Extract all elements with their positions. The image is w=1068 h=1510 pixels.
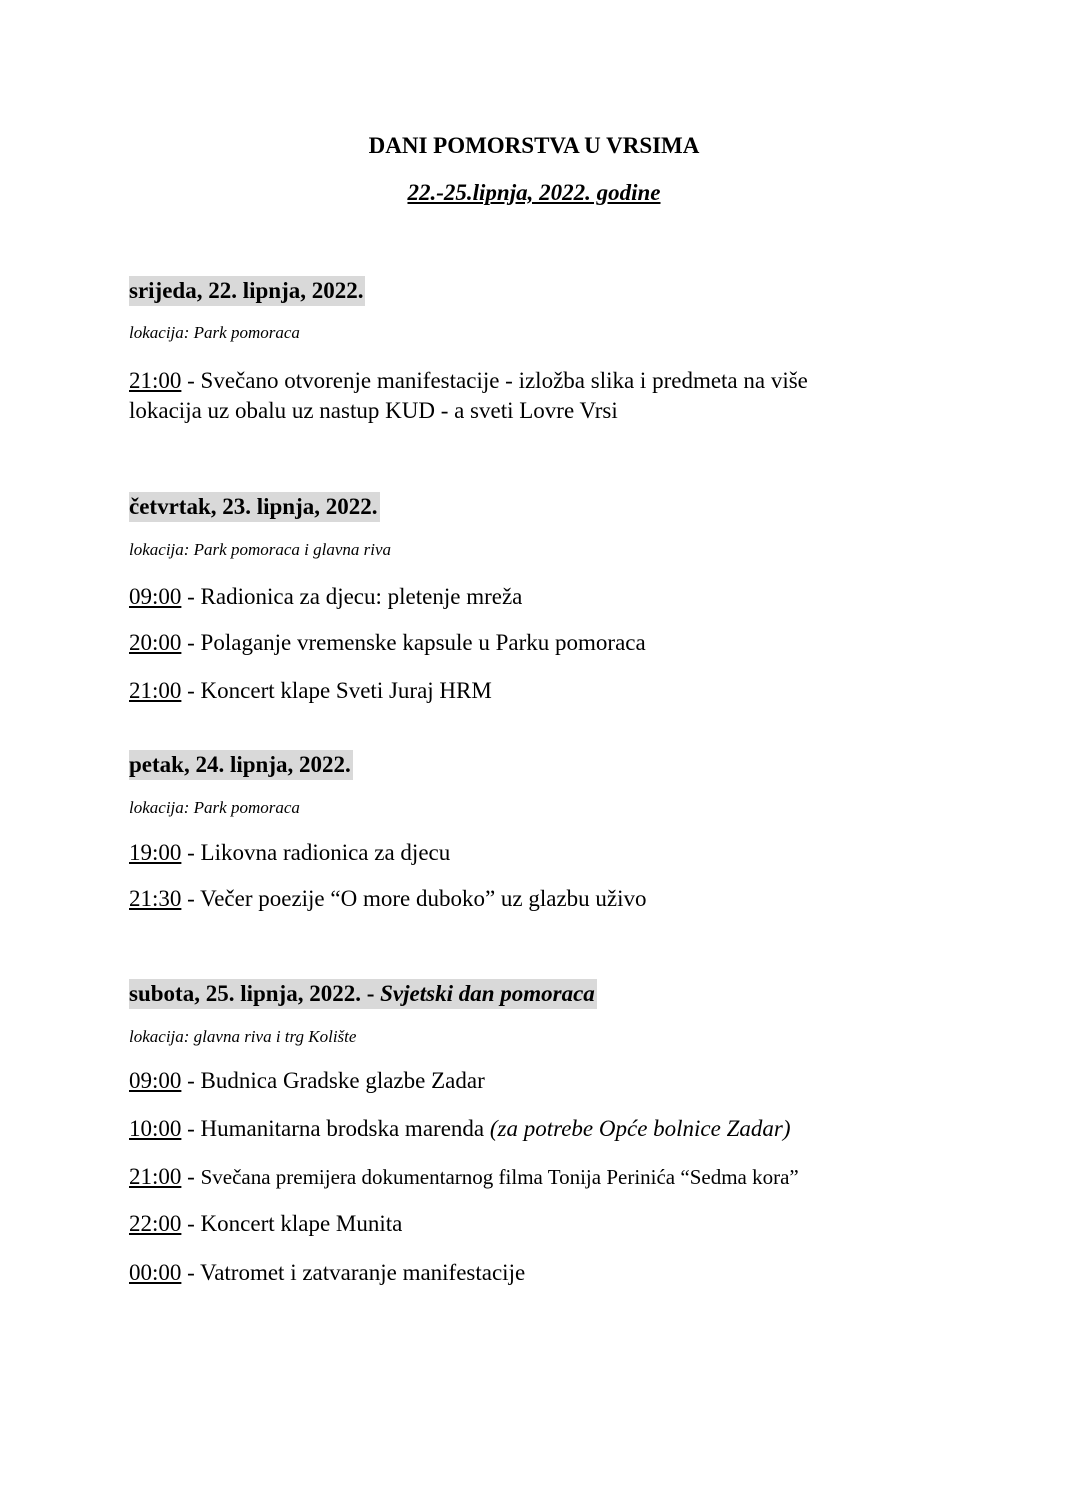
event-separator: -: [181, 1164, 201, 1189]
event-description: - Polaganje vremenske kapsule u Parku pomoraca: [181, 630, 646, 655]
event-description: - Koncert klape Sveti Juraj HRM: [181, 678, 492, 703]
event-item: [129, 838, 959, 868]
event-note: (za potrebe Opće bolnice Zadar): [489, 1116, 791, 1141]
event-item: [129, 366, 959, 426]
event-description: - Svečano otvorenje manifestacije - izložba slika i predmeta na više: [181, 368, 808, 393]
day-heading: srijeda, 22. lipnja, 2022.: [129, 276, 365, 306]
event-description: - Vatromet i zatvaranje manifestacije: [181, 1260, 526, 1285]
event-description: - Budnica Gradske glazbe Zadar: [181, 1068, 485, 1093]
event-time: 21:00: [129, 678, 182, 703]
day-section-wednesday: [129, 276, 959, 423]
event-time: 09:00: [129, 1068, 182, 1093]
event-item: [129, 628, 959, 658]
event-description: - Večer poezije “O more duboko” uz glazbu uživo: [181, 886, 647, 911]
event-item: [129, 1162, 959, 1192]
day-heading: četvrtak, 23. lipnja, 2022.: [129, 492, 380, 522]
event-time: 20:00: [129, 630, 182, 655]
day-location: lokacija: Park pomoraca: [129, 798, 300, 817]
event-description: - Humanitarna brodska marenda: [181, 1116, 490, 1141]
day-heading-date: subota, 25. lipnja, 2022. -: [129, 981, 381, 1006]
event-item: [129, 1066, 959, 1096]
day-section-saturday: [129, 979, 959, 1285]
day-location: lokacija: glavna riva i trg Kolište: [129, 1027, 357, 1046]
event-time: 22:00: [129, 1211, 182, 1236]
day-section-thursday: [129, 492, 959, 703]
event-description: - Likovna radionica za djecu: [181, 840, 451, 865]
event-time: 21:30: [129, 886, 182, 911]
event-time: 10:00: [129, 1116, 182, 1141]
event-time: 09:00: [129, 584, 182, 609]
event-time: 21:00: [129, 1164, 182, 1189]
event-item: [129, 1209, 959, 1239]
event-item: [129, 1258, 959, 1288]
event-item: [129, 1114, 959, 1144]
day-location: lokacija: Park pomoraca i glavna riva: [129, 540, 392, 559]
day-heading-occasion: Svjetski dan pomoraca: [380, 981, 595, 1006]
day-section-friday: [129, 750, 959, 911]
event-description: - Koncert klape Munita: [181, 1211, 403, 1236]
event-time: 21:00: [129, 368, 182, 393]
event-item: [129, 676, 959, 706]
day-heading: petak, 24. lipnja, 2022.: [129, 750, 353, 780]
document-subtitle: 22.-25.lipnja, 2022. godine: [407, 180, 661, 205]
event-description-continued: lokacija uz obalu uz nastup KUD - a sveti Lovre Vrsi: [129, 398, 618, 423]
day-heading: [129, 979, 597, 1009]
event-time: 19:00: [129, 840, 182, 865]
event-time: 00:00: [129, 1260, 182, 1285]
day-location: lokacija: Park pomoraca: [129, 323, 300, 342]
event-description: - Radionica za djecu: pletenje mreža: [181, 584, 523, 609]
document-title: DANI POMORSTVA U VRSIMA: [368, 133, 700, 158]
event-description: Svečana premijera dokumentarnog filma Tonija Perinića “Sedma kora”: [200, 1165, 799, 1189]
event-item: [129, 884, 959, 914]
event-item: [129, 582, 959, 612]
